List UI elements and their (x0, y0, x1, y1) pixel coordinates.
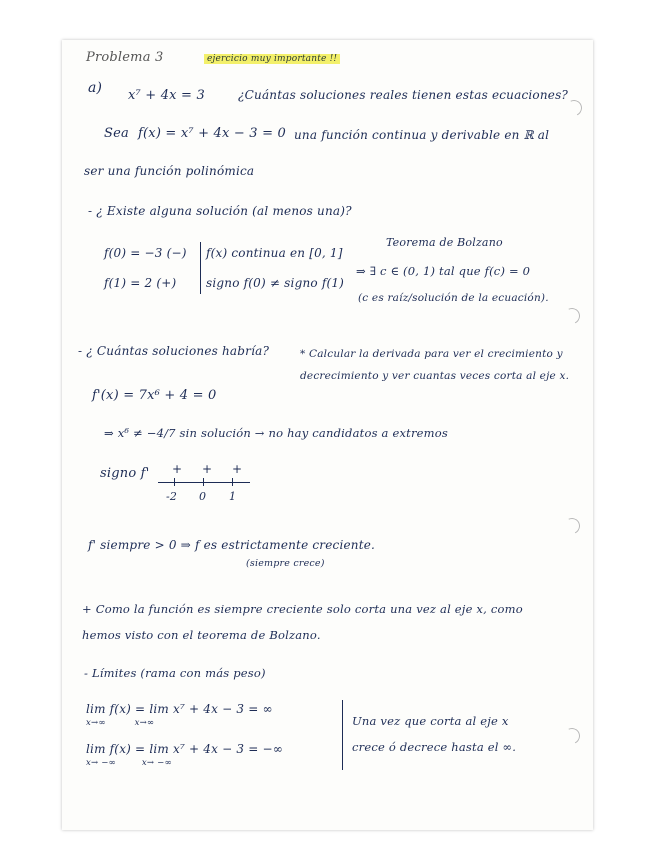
limit-minus-infinity: lim f(x) = lim x⁷ + 4x − 3 = −∞ (86, 742, 283, 756)
definition-polynomial: ser una función polinómica (84, 164, 255, 178)
sign-label: signo f' (100, 466, 150, 481)
axis-tick (174, 478, 175, 486)
value-f1: f(1) = 2 (+) (104, 276, 177, 290)
sign-plus: + (172, 462, 183, 476)
brace (342, 700, 343, 770)
sign-plus: + (232, 462, 243, 476)
tick-label: 1 (229, 490, 237, 503)
importance-highlight: ejercicio muy importante !! (204, 54, 340, 64)
definition-function: f(x) = x⁷ + 4x − 3 = 0 (138, 126, 287, 141)
punch-hole (562, 726, 583, 747)
bolzano-conclusion: ⇒ ∃ c ∈ (0, 1) tal que f(c) = 0 (356, 264, 531, 278)
limit-minus-sub: x→ −∞ x→ −∞ (86, 758, 172, 768)
derivative: f'(x) = 7x⁶ + 4 = 0 (92, 388, 217, 403)
limit-plus-sub: x→∞ x→∞ (86, 718, 155, 728)
problem-title: Problema 3 (86, 50, 164, 65)
notebook-page (62, 40, 593, 830)
sign-note: signo f(0) ≠ signo f(1) (206, 276, 345, 290)
monotonic-conclusion: f' siempre > 0 ⇒ f es estrictamente creciente. (88, 538, 376, 552)
bolzano-note: (c es raíz/solución de la ecuación). (358, 292, 549, 304)
continuity-note: f(x) continua en [0, 1] (206, 246, 343, 260)
punch-hole (562, 306, 583, 327)
punch-hole (562, 516, 583, 537)
no-solution: ⇒ x⁶ ≠ −4/7 sin solución → no hay candidatos a extremos (104, 426, 449, 440)
axis-tick (203, 478, 204, 486)
brace (200, 242, 201, 294)
aside-line-1: * Calcular la derivada para ver el crecimiento y (300, 348, 563, 360)
summary-line-1: + Como la función es siempre creciente solo corta una vez al eje x, como (82, 602, 523, 616)
definition-sea: Sea (104, 126, 129, 141)
sign-axis (158, 482, 250, 483)
sign-plus: + (202, 462, 213, 476)
bolzano-title: Teorema de Bolzano (386, 236, 503, 249)
limits-side-2: crece ó decrece hasta el ∞. (352, 740, 517, 754)
limit-plus-infinity: lim f(x) = lim x⁷ + 4x − 3 = ∞ (86, 702, 273, 716)
equation: x⁷ + 4x = 3 (128, 88, 205, 103)
monotonic-note: (siempre crece) (246, 558, 325, 569)
definition-continuous: una función continua y derivable en ℝ al (294, 128, 550, 142)
summary-line-2: hemos visto con el teorema de Bolzano. (82, 628, 321, 642)
axis-tick (232, 478, 233, 486)
existence-heading: - ¿ Existe alguna solución (al menos una)? (88, 204, 352, 218)
tick-label: -2 (166, 490, 178, 503)
tick-label: 0 (199, 490, 207, 503)
aside-line-2: decrecimiento y ver cuantas veces corta al eje x. (300, 370, 570, 382)
limits-heading: - Límites (rama con más peso) (84, 666, 266, 680)
part-label: a) (88, 80, 103, 96)
limits-side-1: Una vez que corta al eje x (352, 714, 509, 728)
count-heading: - ¿ Cuántas soluciones habría? (78, 344, 270, 358)
value-f0: f(0) = −3 (−) (104, 246, 187, 260)
question-text: ¿Cuántas soluciones reales tienen estas ecuaciones? (238, 88, 569, 102)
